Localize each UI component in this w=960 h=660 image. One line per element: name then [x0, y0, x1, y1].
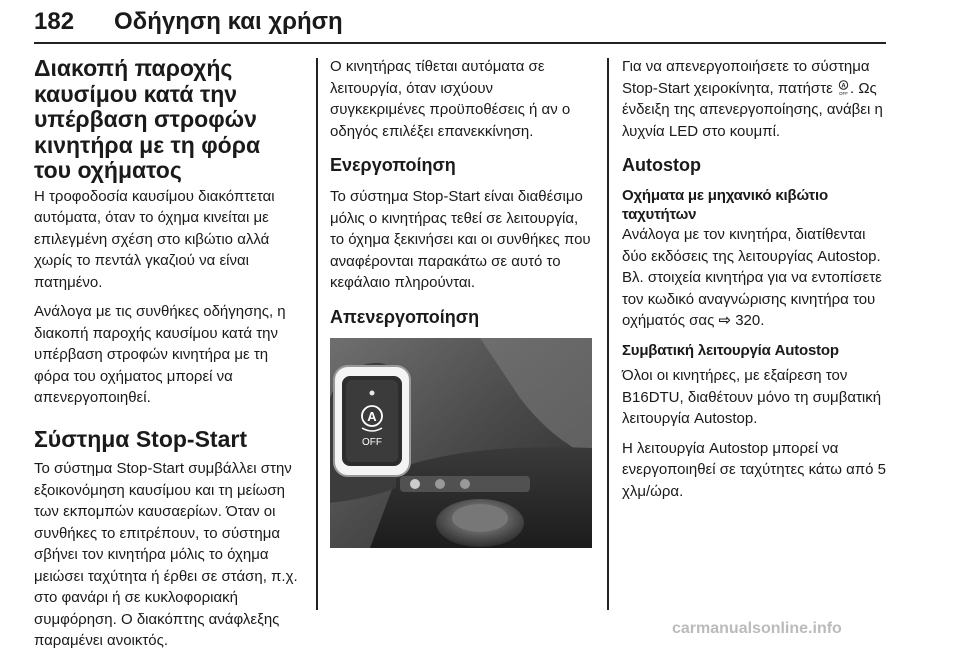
page-number: 182: [34, 8, 75, 35]
paragraph: Ο κινητήρας τίθεται αυτόματα σε λειτουργία, όταν ισχύουν συγκεκριμένες προϋποθέσεις ή αν ο οδηγός επιλέξει επανεκκίνηση.: [330, 58, 571, 140]
subheading-activation: Ενεργοποίηση: [330, 155, 456, 175]
page-ref[interactable]: 320.: [731, 312, 765, 329]
stop-start-button-photo: [330, 338, 592, 548]
paragraph: Ανάλογα με τις συνθήκες οδήγησης, η διακοπή παροχής καυσίμου κατά την υπέρβαση στροφών κινητήρα με τη φόρα του οχήματος μπορεί να απενεργοποιηθεί.: [34, 303, 286, 406]
page-header: [34, 4, 886, 44]
section-heading-stop-start: Σύστημα Stop-Start: [34, 425, 247, 452]
column-divider-1: [316, 58, 318, 610]
subheading-conventional-autostop: Συμβατική λειτουργία Autostop: [622, 341, 839, 359]
subheading-autostop: Autostop: [622, 155, 701, 175]
column-3: [622, 56, 888, 510]
svg-text:OFF: OFF: [838, 90, 848, 96]
paragraph: Η τροφοδοσία καυσίμου διακόπτεται αυτόματα, όταν το όχημα κινείται με επιλεγμένη σχέση στο κιβώτιο αλλά χωρίς το πεντάλ γκαζιού να είναι πατημένο.: [34, 187, 275, 291]
button-off-label: OFF: [362, 436, 382, 448]
svg-text:A: A: [841, 82, 846, 89]
paragraph: Το σύστημα Stop-Start είναι διαθέσιμο μόλις ο κινητήρας τεθεί σε λειτουργία, το όχημα ξεκινήσει και οι συνθήκες που αναφέρονται παρακάτω σε αυτό το κεφάλαιο πληρούνται.: [330, 188, 591, 291]
paragraph: Όλοι οι κινητήρες, με εξαίρεση τον B16DTU, διαθέτουν μόνο τη συμβατική λειτουργία Autostop.: [622, 367, 882, 427]
subheading-manual-transmission: Οχήματα με μηχανικό κιβώτιο ταχυτήτων: [622, 187, 828, 223]
page-title: Οδήγηση και χρήση: [114, 8, 343, 35]
column-1: [34, 56, 302, 660]
header-rule: [34, 42, 886, 44]
column-divider-2: [607, 58, 609, 610]
paragraph: Ανάλογα με τον κινητήρα, διατίθενται δύο εκδόσεις της λειτουργίας Autostop. Βλ. στοιχεία κινητήρα για να εντοπίσετε τον κωδικό αναγνώρισης κινητήρα του οχήματός σας ⇨ 320.: [622, 226, 882, 329]
page-ref-arrow-icon: ⇨: [718, 312, 732, 329]
paragraph: Η λειτουργία Autostop μπορεί να ενεργοποιηθεί σε ταχύτητες κάτω από 5 χλμ/ώρα.: [622, 439, 887, 500]
autostop-off-icon: [837, 80, 850, 96]
section-heading-fuel-cutoff: Διακοπή παροχής καυσίμου κατά την υπέρβαση στροφών κινητήρα με τη φόρα του οχήματος: [34, 55, 261, 183]
paragraph: Το σύστημα Stop-Start συμβάλλει στην εξοικονόμηση καυσίμου και τη μείωση των εκπομπών καυσαερίων. Όταν οι συνθήκες το επιτρέπουν, το σύστημα σβήνει τον κινητήρα μόλις το όχημα μειώσει ταχύτητα ή έρθει σε στάση, π.χ. στο φανάρι ή σε κυκλοφοριακή συμφόρηση. Ο διακόπτης ανάφλεξης παραμένει ανοικτός.: [34, 460, 298, 649]
watermark: carmanualsonline.info: [672, 620, 842, 637]
subheading-deactivation: Απενεργοποίηση: [330, 306, 480, 327]
column-2: [330, 56, 592, 548]
button-icon-letter: A: [367, 408, 377, 424]
paragraph: Για να απενεργοποιήσετε το σύστημα Stop-Start χειροκίνητα, πατήστε A OFF . Ως ένδειξη της απενεργοποίησης, ανάβει η λυχνία LED στο κουμπί.: [622, 58, 883, 140]
